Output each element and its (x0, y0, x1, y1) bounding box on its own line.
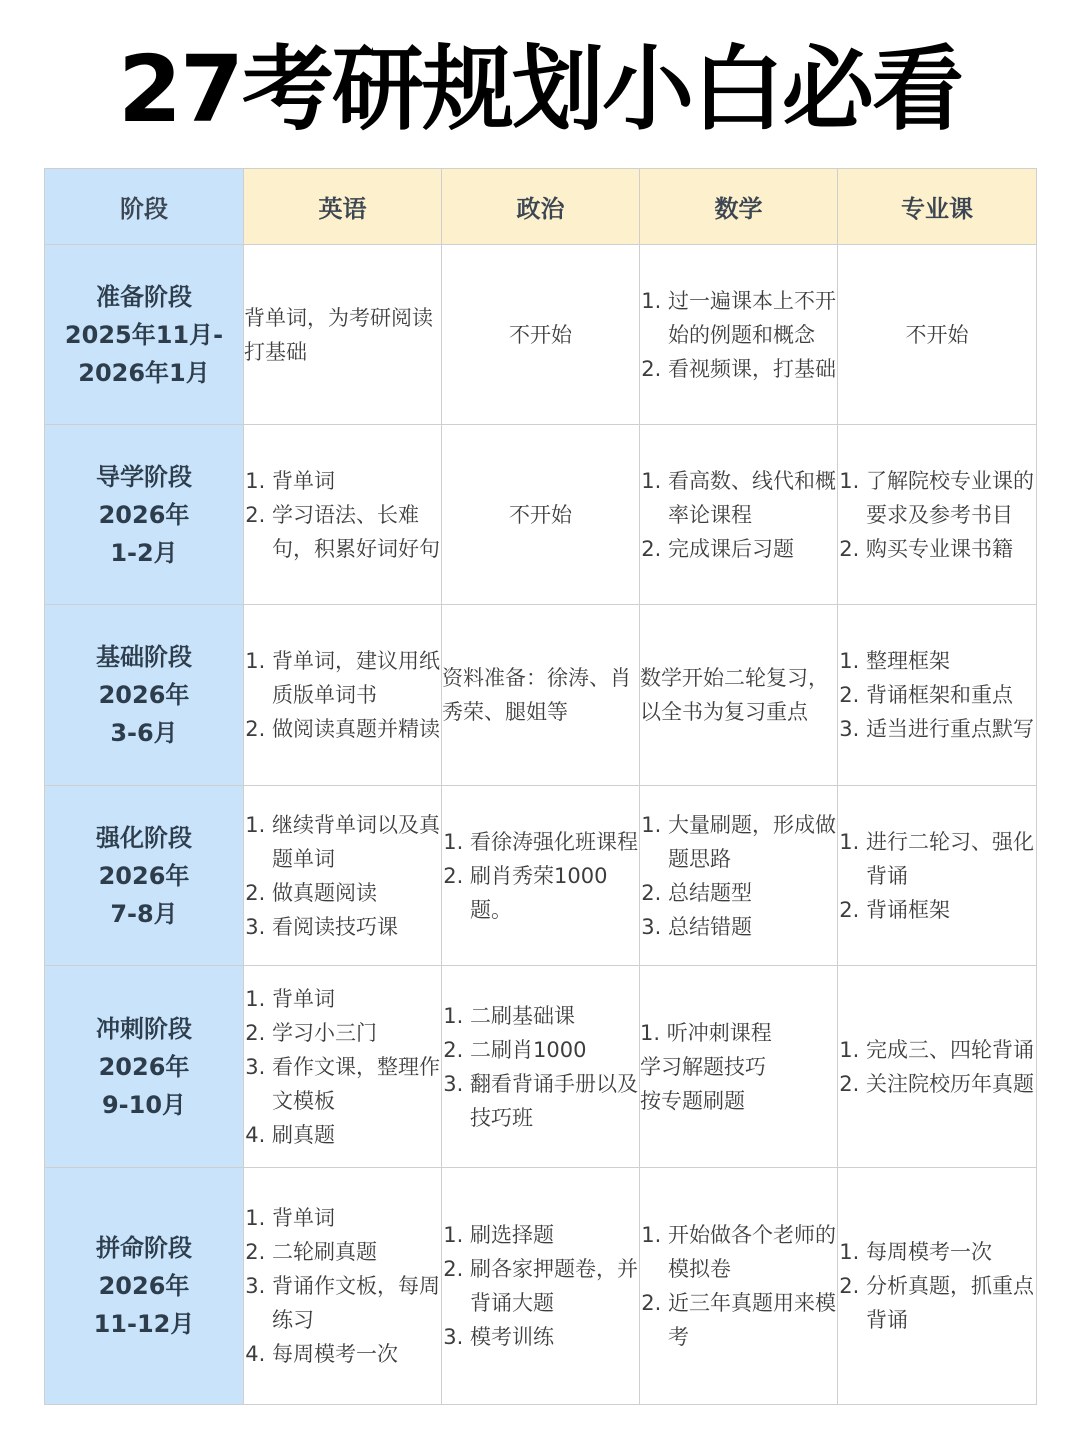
task-item: 2. 刷各家押题卷，并背诵大题 (470, 1252, 639, 1320)
stage-date: 2026年 (98, 681, 190, 709)
task-item: 1. 完成三、四轮背诵 (866, 1033, 1036, 1067)
task-line: 按专题刷题 (640, 1088, 745, 1113)
header-row (45, 169, 1037, 245)
major-cell (838, 1168, 1037, 1405)
task-list (640, 808, 837, 944)
not-started-text: 不开始 (509, 502, 572, 527)
major-cell (838, 245, 1037, 425)
english-cell (244, 245, 442, 425)
task-item: 1. 了解院校专业课的要求及参考书目 (866, 464, 1036, 532)
task-item: 2. 二轮刷真题 (272, 1235, 441, 1269)
major-cell (838, 425, 1037, 605)
politics-cell (442, 1168, 640, 1405)
task-list (838, 644, 1036, 746)
header-stage: 阶段 (45, 169, 244, 245)
task-item: 2. 分析真题，抓重点背诵 (866, 1269, 1036, 1337)
stage-date: 2025年11月- (64, 320, 224, 349)
table-row (45, 786, 1037, 966)
page-title: 27考研规划小白必看 (117, 36, 963, 143)
task-item: 1. 背单词，建议用纸质版单词书 (272, 644, 441, 712)
task-item: 2. 做真题阅读 (272, 876, 441, 910)
task-item: 1. 开始做各个老师的模拟卷 (668, 1218, 837, 1286)
table-row (45, 245, 1037, 425)
task-list (244, 982, 441, 1152)
math-cell (640, 425, 838, 605)
task-item: 1. 每周模考一次 (866, 1235, 1036, 1269)
english-cell (244, 786, 442, 966)
task-list (442, 1218, 639, 1354)
task-item: 2. 看视频课，打基础 (668, 352, 837, 386)
english-cell (244, 966, 442, 1168)
politics-cell (442, 966, 640, 1168)
study-plan-table (44, 168, 1037, 1405)
task-item: 3. 适当进行重点默写 (866, 712, 1036, 746)
task-item: 1. 背单词 (272, 1201, 441, 1235)
task-item: 3. 翻看背诵手册以及技巧班 (470, 1067, 639, 1135)
task-item: 3. 模考训练 (470, 1320, 639, 1354)
major-cell (838, 605, 1037, 786)
stage-name: 导学阶段 (96, 462, 192, 491)
task-list (244, 464, 441, 566)
task-list (640, 284, 837, 386)
task-item: 1. 背单词 (272, 464, 441, 498)
stage-cell (45, 966, 244, 1168)
task-text: 资料准备：徐涛、肖秀荣、腿姐等 (442, 666, 631, 724)
task-item: 1. 看高数、线代和概率论课程 (668, 464, 837, 532)
stage-date: 2026年 (98, 861, 190, 890)
task-list (244, 1201, 441, 1371)
task-item: 2. 刷肖秀荣1000题。 (470, 859, 639, 927)
stage-cell (45, 786, 244, 966)
politics-cell (442, 786, 640, 966)
task-item: 2. 背诵框架 (866, 893, 1036, 927)
task-line: 1. 听冲刺课程 (640, 1020, 772, 1045)
stage-date: 1-2月 (110, 538, 178, 567)
stage-name: 准备阶段 (96, 282, 192, 311)
task-item: 2. 关注院校历年真题 (866, 1067, 1036, 1101)
not-started-text: 不开始 (509, 322, 572, 347)
table-row (45, 605, 1037, 786)
task-item: 1. 继续背单词以及真题单词 (272, 808, 441, 876)
stage-date: 2026年 (98, 1052, 190, 1081)
english-cell (244, 425, 442, 605)
table-row (45, 966, 1037, 1168)
task-line: 学习解题技巧 (640, 1054, 766, 1079)
stage-date: 2026年 (98, 500, 190, 529)
table-row (45, 1168, 1037, 1405)
math-cell (640, 1168, 838, 1405)
math-cell (640, 786, 838, 966)
task-item: 1. 整理框架 (866, 644, 1036, 678)
math-cell (640, 245, 838, 425)
task-list (442, 999, 639, 1135)
stage-date: 3-6月 (110, 719, 178, 747)
task-list (838, 464, 1036, 566)
english-cell (244, 605, 442, 786)
task-item: 3. 总结错题 (668, 910, 837, 944)
task-item: 2. 学习小三门 (272, 1016, 441, 1050)
math-cell (640, 966, 838, 1168)
table-row (45, 425, 1037, 605)
task-item: 4. 刷真题 (272, 1118, 441, 1152)
task-list (838, 1235, 1036, 1337)
task-item: 2. 学习语法、长难句，积累好词好句 (272, 498, 441, 566)
header-english: 英语 (244, 169, 442, 245)
task-item: 1. 进行二轮习、强化背诵 (866, 825, 1036, 893)
stage-date: 11-12月 (93, 1310, 195, 1338)
stage-date: 2026年1月 (78, 358, 210, 387)
header-math: 数学 (640, 169, 838, 245)
task-item: 3. 看阅读技巧课 (272, 910, 441, 944)
task-item: 3. 看作文课，整理作文模板 (272, 1050, 441, 1118)
task-item: 2. 完成课后习题 (668, 532, 837, 566)
stage-cell (45, 1168, 244, 1405)
task-list (838, 1033, 1036, 1101)
task-item: 2. 二刷肖1000 (470, 1033, 639, 1067)
header-major: 专业课 (838, 169, 1037, 245)
task-list (838, 825, 1036, 927)
task-item: 1. 过一遍课本上不开始的例题和概念 (668, 284, 837, 352)
task-list (442, 825, 639, 927)
math-cell (640, 605, 838, 786)
not-started-text: 不开始 (905, 322, 969, 347)
stage-cell (45, 245, 244, 425)
stage-name: 拼命阶段 (96, 1234, 192, 1262)
english-cell (244, 1168, 442, 1405)
task-item: 1. 大量刷题，形成做题思路 (668, 808, 837, 876)
task-item: 1. 背单词 (272, 982, 441, 1016)
politics-cell (442, 605, 640, 786)
task-item: 2. 背诵框架和重点 (866, 678, 1036, 712)
task-list (640, 1218, 837, 1354)
stage-cell (45, 425, 244, 605)
task-item: 2. 近三年真题用来模考 (668, 1286, 837, 1354)
stage-cell (45, 605, 244, 786)
task-list (640, 464, 837, 566)
politics-cell (442, 425, 640, 605)
task-item: 4. 每周模考一次 (272, 1337, 441, 1371)
task-item: 3. 背诵作文板，每周练习 (272, 1269, 441, 1337)
task-item: 1. 刷选择题 (470, 1218, 639, 1252)
task-item: 2. 购买专业课书籍 (866, 532, 1036, 566)
task-list (244, 808, 441, 944)
task-item: 1. 看徐涛强化班课程 (470, 825, 639, 859)
major-cell (838, 786, 1037, 966)
task-text: 背单词，为考研阅读打基础 (244, 305, 433, 364)
task-item: 1. 二刷基础课 (470, 999, 639, 1033)
politics-cell (442, 245, 640, 425)
task-item: 2. 做阅读真题并精读 (272, 712, 441, 746)
stage-date: 9-10月 (101, 1090, 187, 1119)
task-item: 2. 总结题型 (668, 876, 837, 910)
task-text: 数学开始二轮复习，以全书为复习重点 (640, 666, 829, 724)
task-list (244, 644, 441, 746)
stage-date: 2026年 (98, 1272, 190, 1300)
stage-name: 冲刺阶段 (96, 1014, 192, 1043)
major-cell (838, 966, 1037, 1168)
header-politics: 政治 (442, 169, 640, 245)
stage-name: 基础阶段 (96, 643, 192, 671)
stage-name: 强化阶段 (96, 823, 192, 852)
stage-date: 7-8月 (110, 899, 178, 928)
